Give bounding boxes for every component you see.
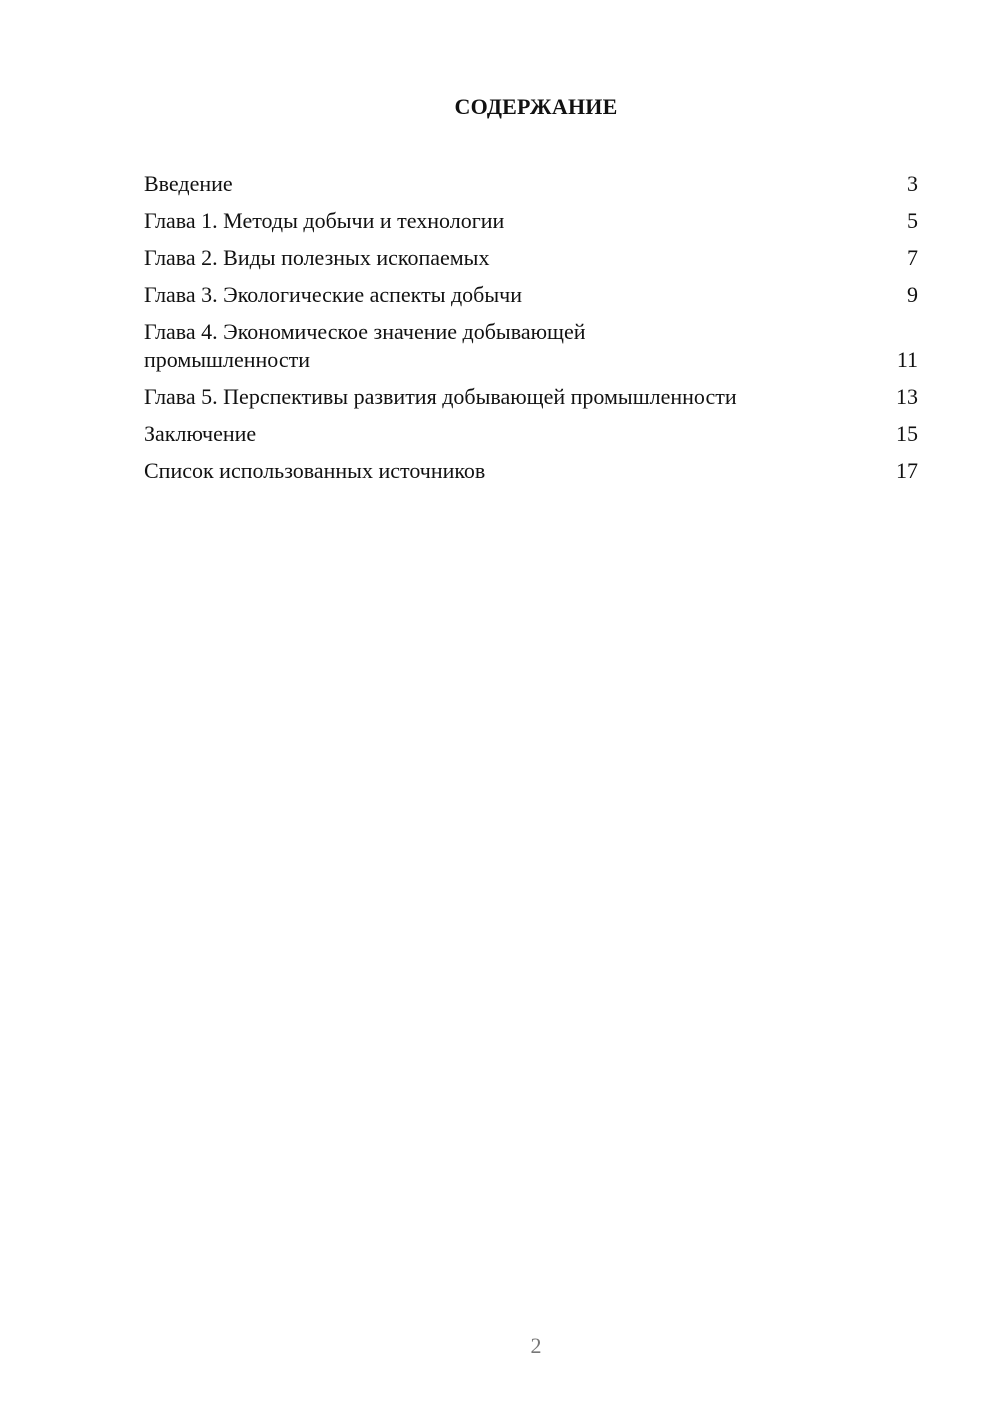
toc-entry-page: 9 <box>907 282 918 307</box>
toc-entry-page: 5 <box>907 208 918 233</box>
toc-entry-label: Глава 4. Экономическое значение добывающей промышленности <box>144 319 586 372</box>
toc-entry-label: Список использованных источников <box>144 458 486 483</box>
toc-entry <box>144 244 918 272</box>
toc-entry-label: Глава 3. Экологические аспекты добычи <box>144 282 522 307</box>
toc-entry <box>144 420 918 448</box>
toc-entry-page: 17 <box>896 458 918 483</box>
toc-entry-label: Введение <box>144 171 233 196</box>
toc-title: СОДЕРЖАНИЕ <box>454 94 618 119</box>
toc-entry-page: 7 <box>907 245 918 270</box>
toc-entry <box>144 170 918 198</box>
toc-entry-page: 3 <box>907 171 918 196</box>
table-of-contents <box>144 170 918 494</box>
toc-entry-label: Заключение <box>144 421 257 446</box>
page-number: 2 <box>530 1333 542 1358</box>
toc-entry <box>144 281 918 309</box>
toc-entry-label: Глава 1. Методы добычи и технологии <box>144 208 505 233</box>
toc-entry <box>144 318 918 374</box>
toc-entry-page: 15 <box>896 421 918 446</box>
toc-entry-label: Глава 2. Виды полезных ископаемых <box>144 245 490 270</box>
toc-entry <box>144 207 918 235</box>
toc-entry-page: 11 <box>896 347 918 372</box>
toc-entry <box>144 383 918 411</box>
toc-entry-page: 13 <box>896 384 918 409</box>
toc-entry-label: Глава 5. Перспективы развития добывающей промышленности <box>144 384 737 409</box>
toc-entry <box>144 457 918 485</box>
